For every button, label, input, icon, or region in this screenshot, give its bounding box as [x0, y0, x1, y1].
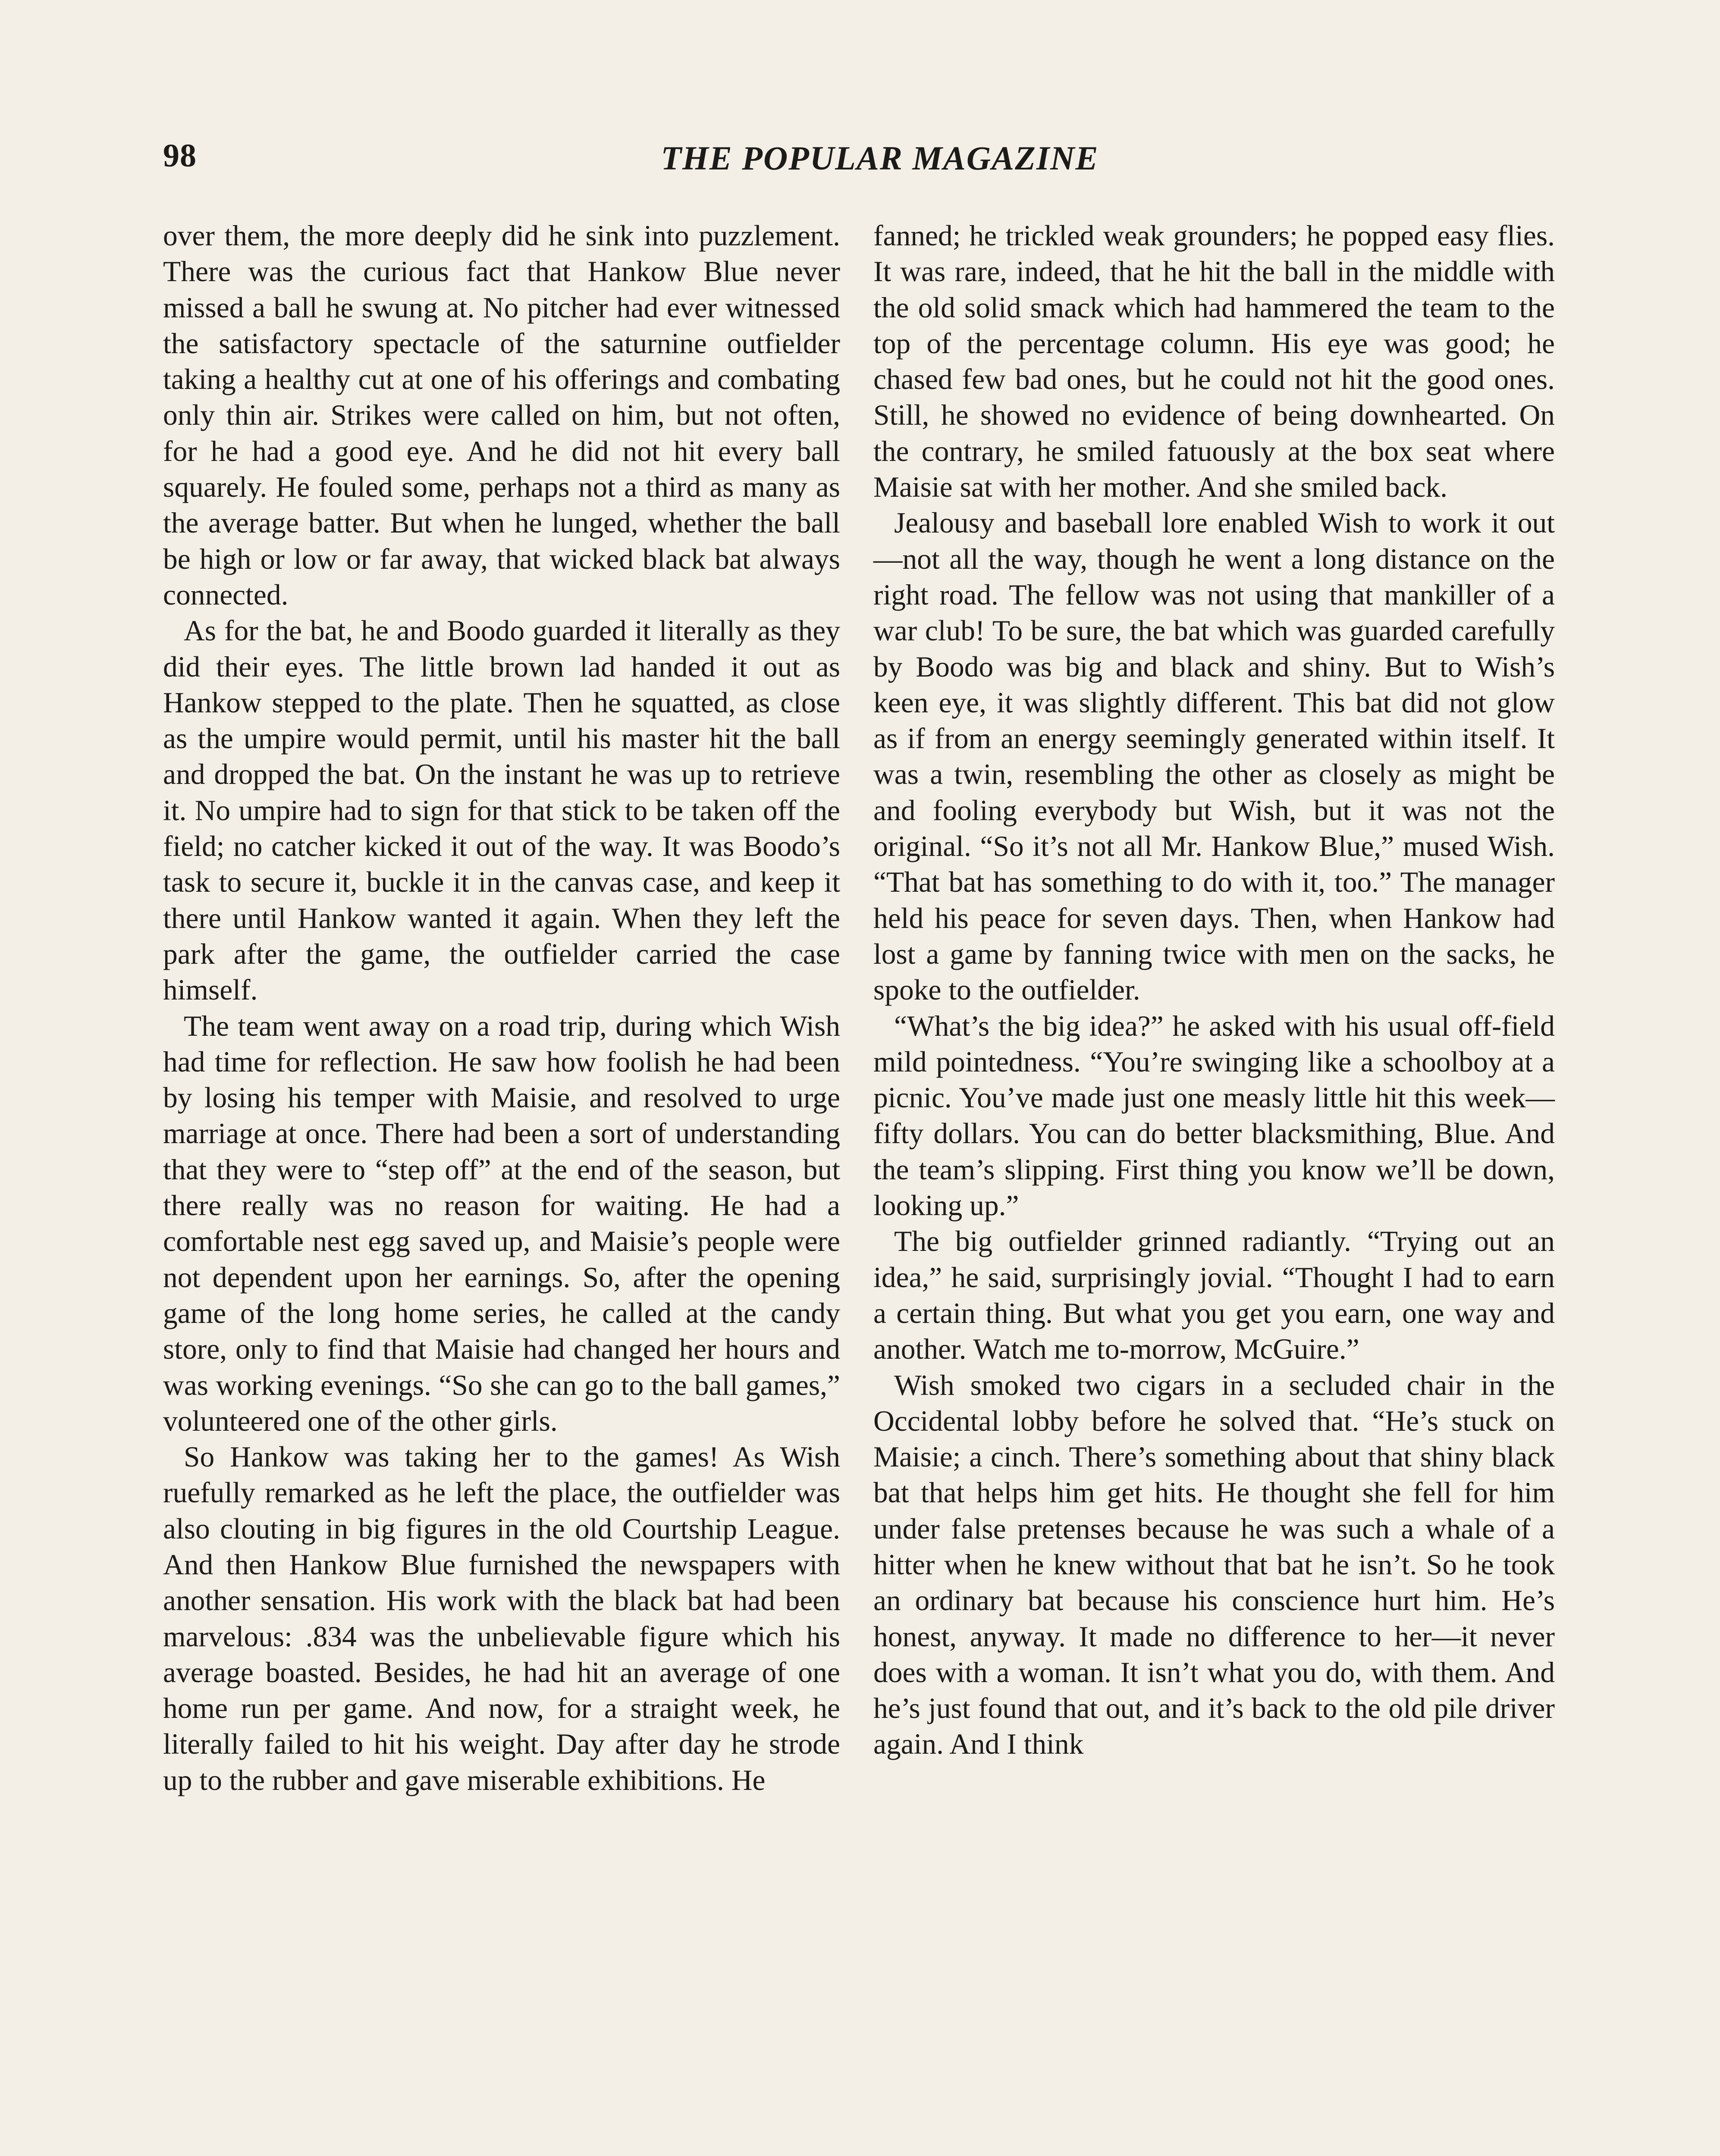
page-number: 98	[163, 138, 197, 174]
paragraph: fanned; he trickled weak grounders; he popped easy flies. It was rare, indeed, that he hit the ball in the middle with the old solid smack which had hammered the team to the top of the percentage column. His eye was good; he chased few bad ones, but he could not hit the good ones. Still, he showed no evidence of being downhearted. On the contrary, he smiled fatuously at the box seat where Maisie sat with her mother. And she smiled back.	[873, 219, 1555, 504]
paragraph: over them, the more deeply did he sink into puzzlement. There was the curious fact that Hankow Blue never missed a ball he swung at. No pitcher had ever witnessed the satisfactory spectacle of the saturnine outfielder taking a healthy cut at one of his offerings and combating only thin air. Strikes were called on him, but not often, for he had a good eye. And he did not hit every ball squarely. He fouled some, perhaps not a third as many as the average batter. But when he lunged, whether the ball be high or low or far away, that wicked black bat always connected.	[163, 219, 840, 611]
paragraph: “What’s the big idea?” he asked with his usual off-field mild pointedness. “You’re swinging like a schoolboy at a picnic. You’ve made just one measly little hit this week—fifty dollars. You can do better blacksmithing, Blue. And the team’s slipping. First thing you know we’ll be down, looking up.”	[873, 1009, 1555, 1222]
right-column	[873, 218, 1555, 1762]
paragraph: The team went away on a road trip, during which Wish had time for reflection. He saw how foolish he had been by losing his temper with Maisie, and resolved to urge marriage at once. There had been a sort of understanding that they were to “step off” at the end of the season, but there really was no reason for waiting. He had a comfortable nest egg saved up, and Maisie’s people were not dependent upon her earnings. So, after the opening game of the long home series, he called at the candy store, only to find that Maisie had changed her hours and was working evenings. “So she can go to the ball games,” volunteered one of the other girls.	[163, 1009, 840, 1437]
paragraph: So Hankow was taking her to the games! As Wish ruefully remarked as he left the place, the outfielder was also clouting in big figures in the old Courtship League. And then Hankow Blue furnished the newspapers with another sensation. His work with the black bat had been marvelous: .834 was the unbelievable figure which his average boasted. Besides, he had hit an average of one home run per game. And now, for a straight week, he literally failed to hit his weight. Day after day he strode up to the rubber and gave miserable exhibitions. He	[163, 1441, 840, 1796]
running-title: THE POPULAR MAGAZINE	[661, 139, 1099, 177]
paragraph: Wish smoked two cigars in a secluded chair in the Occidental lobby before he solved that. “He’s stuck on Maisie; a cinch. There’s something about that shiny black bat that helps him get hits. He thought she fell for him under false pretenses because he was such a whale of a hitter when he knew without that bat he isn’t. So he took an ordinary bat because his conscience hurt him. He’s honest, anyway. It made no difference to her—it never does with a woman. It isn’t what you do, with them. And he’s just found that out, and it’s back to the old pile driver again. And I think	[873, 1369, 1555, 1761]
paragraph: Jealousy and baseball lore enabled Wish to work it out—not all the way, though he went a long distance on the right road. The fellow was not using that mankiller of a war club! To be sure, the bat which was guarded carefully by Boodo was big and black and shiny. But to Wish’s keen eye, it was slightly different. This bat did not glow as if from an energy seemingly generated within itself. It was a twin, resembling the other as closely as might be and fooling everybody but Wish, but it was not the original. “So it’s not all Mr. Hankow Blue,” mused Wish. “That bat has something to do with it, too.” The manager held his peace for seven days. Then, when Hankow had lost a game by fanning twice with men on the sacks, he spoke to the outfielder.	[873, 507, 1555, 1006]
left-column	[163, 218, 840, 1798]
paragraph: As for the bat, he and Boodo guarded it literally as they did their eyes. The little brown lad handed it out as Hankow stepped to the plate. Then he squatted, as close as the umpire would permit, until his master hit the ball and dropped the bat. On the instant he was up to retrieve it. No umpire had to sign for that stick to be taken off the field; no catcher kicked it out of the way. It was Boodo’s task to secure it, buckle it in the canvas case, and keep it there until Hankow wanted it again. When they left the park after the game, the outfielder carried the case himself.	[163, 614, 840, 1006]
paragraph: The big outfielder grinned radiantly. “Trying out an idea,” he said, surprisingly jovial. “Thought I had to earn a certain thing. But what you get you earn, one way and another. Watch me to-morrow, McGuire.”	[873, 1225, 1555, 1366]
